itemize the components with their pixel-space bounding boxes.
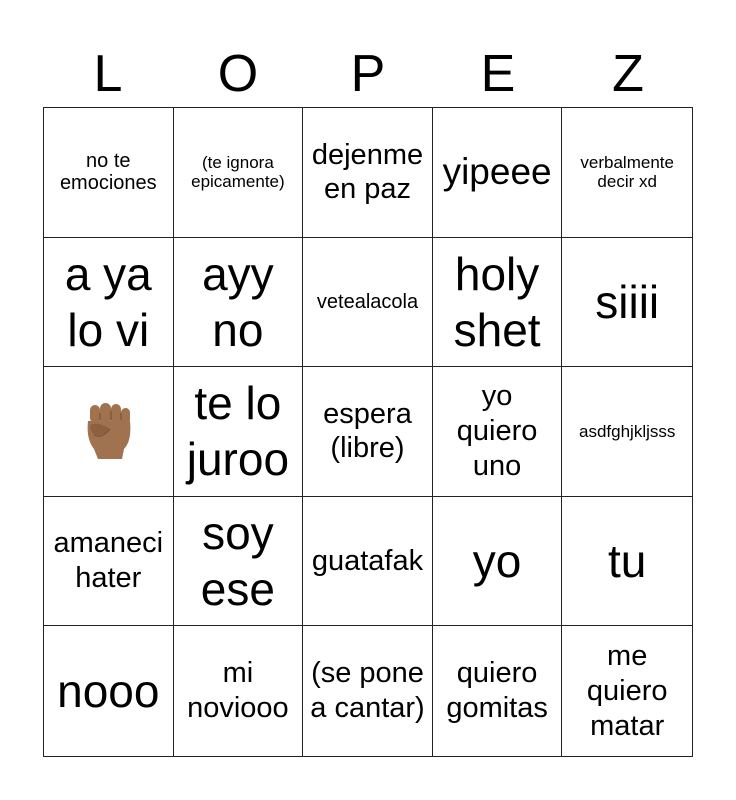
- bingo-cell-r2c5[interactable]: siiii: [562, 238, 692, 368]
- bingo-cell-r4c4[interactable]: yo: [433, 497, 563, 627]
- bingo-cell-r4c3[interactable]: guatafak: [303, 497, 433, 627]
- bingo-cell-r3c5[interactable]: asdfghjkljsss: [562, 367, 692, 497]
- raised-fist-icon: [76, 399, 140, 463]
- bingo-cell-r4c1[interactable]: amaneci hater: [44, 497, 174, 627]
- bingo-cell-r1c1[interactable]: no te emociones: [44, 108, 174, 238]
- bingo-cell-r1c5[interactable]: verbalmente decir xd: [562, 108, 692, 238]
- bingo-cell-r2c1[interactable]: a ya lo vi: [44, 238, 174, 368]
- header-letter-z: Z: [612, 45, 644, 103]
- bingo-cell-r5c3[interactable]: (se pone a cantar): [303, 626, 433, 756]
- header-letter-o: O: [217, 45, 259, 103]
- header-letter-e: E: [480, 45, 516, 103]
- bingo-cell-r2c3[interactable]: vetealacola: [303, 238, 433, 368]
- bingo-cell-r3c4[interactable]: yo quiero uno: [433, 367, 563, 497]
- bingo-cell-r5c5[interactable]: me quiero matar: [586, 640, 668, 742]
- bingo-board: [43, 107, 693, 757]
- header-letter-l: L: [93, 45, 123, 103]
- bingo-cell-r1c3[interactable]: dejenme en paz: [303, 108, 433, 238]
- bingo-cell-r3c3[interactable]: espera (libre): [303, 367, 433, 497]
- bingo-cell-r2c4[interactable]: holy shet: [433, 238, 563, 368]
- bingo-header: [43, 40, 693, 108]
- bingo-cell-r4c5[interactable]: tu: [562, 497, 692, 627]
- bingo-cell-r3c2[interactable]: te lo juroo: [174, 367, 304, 497]
- bingo-cell-r1c2[interactable]: (te ignora epicamente): [174, 108, 304, 238]
- bingo-cell-r2c2[interactable]: ayy no: [174, 238, 304, 368]
- bingo-cell-r5c1[interactable]: nooo: [44, 626, 174, 756]
- bingo-cell-r4c2[interactable]: soy ese: [174, 497, 304, 627]
- bingo-cell-r5c4[interactable]: quiero gomitas: [433, 626, 563, 756]
- bingo-cell-r5c2[interactable]: mi noviooo: [174, 626, 304, 756]
- bingo-cell-r1c4[interactable]: yipeee: [433, 108, 563, 238]
- header-letter-p: P: [350, 45, 386, 103]
- bingo-cell-r3c1[interactable]: [44, 367, 174, 497]
